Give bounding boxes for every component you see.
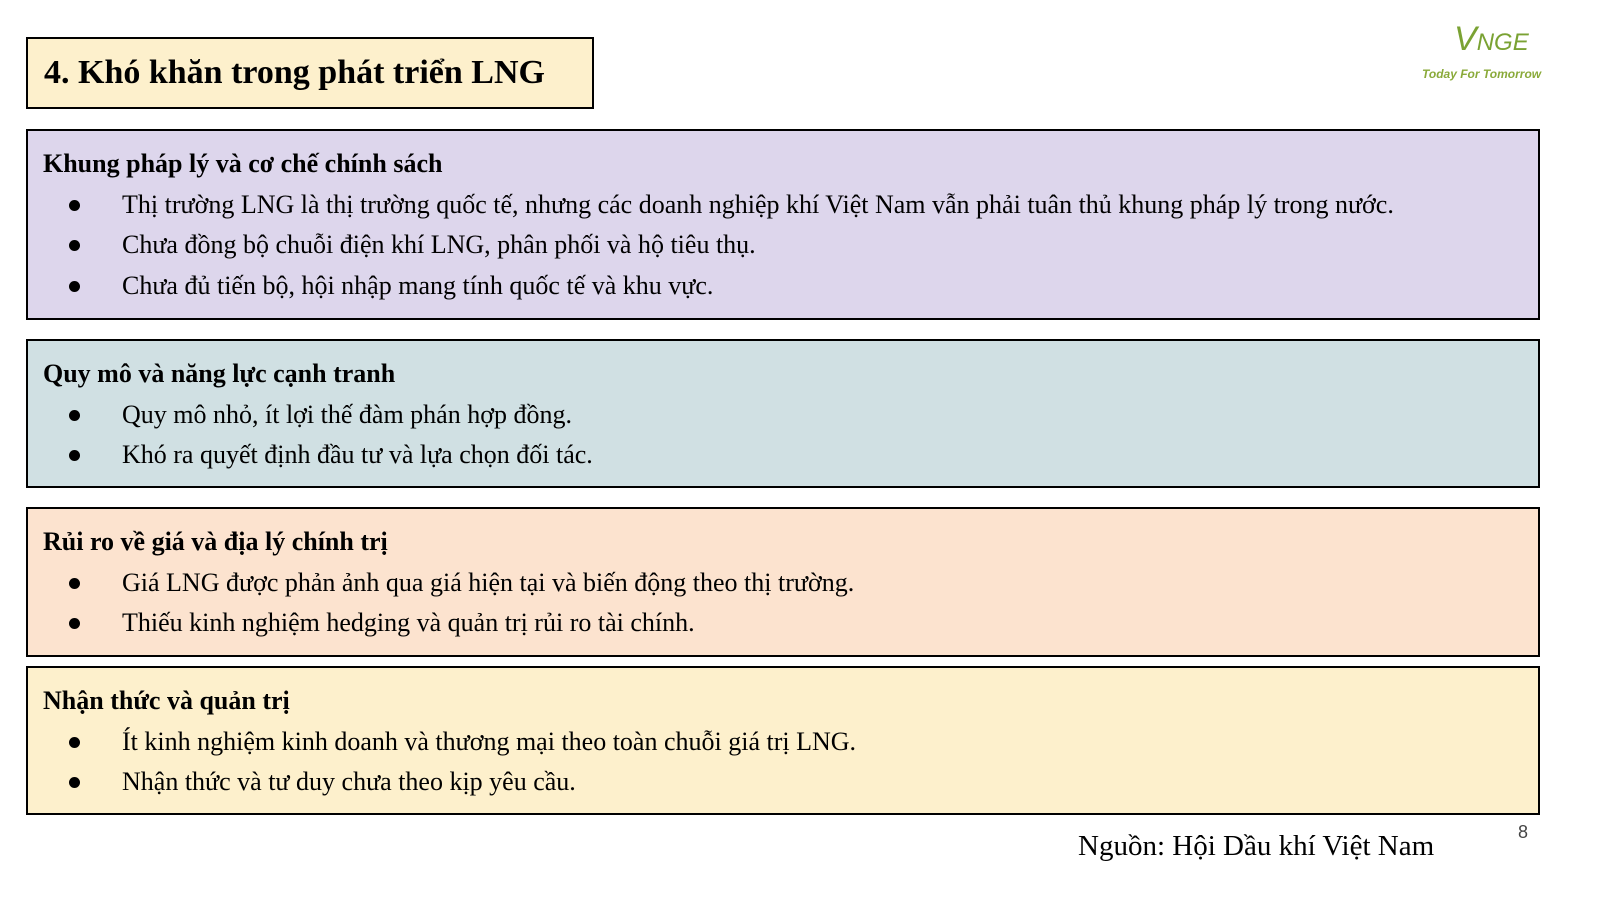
bullet-icon <box>69 281 80 292</box>
bullet-icon <box>69 240 80 251</box>
section-price-geopolitical-risk <box>26 507 1540 657</box>
title-box <box>26 37 594 109</box>
bullet-icon <box>69 737 80 748</box>
list-item: Nhận thức và tư duy chưa theo kịp yêu cầu. <box>43 767 1538 797</box>
source-citation: Nguồn: Hội Dầu khí Việt Nam <box>1078 830 1435 862</box>
bullet-icon <box>69 200 80 211</box>
list-item: Thị trường LNG là thị trường quốc tế, nhưng các doanh nghiệp khí Việt Nam vẫn phải tuân thủ khung pháp lý trong nước. <box>43 190 1538 220</box>
section-awareness-governance <box>26 666 1540 815</box>
list-item: Chưa đủ tiến bộ, hội nhập mang tính quốc tế và khu vực. <box>43 271 1538 301</box>
logo-wordmark: VNGE <box>1454 20 1529 58</box>
bullet-icon <box>69 578 80 589</box>
section-heading: Nhận thức và quản trị <box>43 686 290 715</box>
list-item: Ít kinh nghiệm kinh doanh và thương mại theo toàn chuỗi giá trị LNG. <box>43 727 1538 757</box>
section-heading: Rủi ro về giá và địa lý chính trị <box>43 527 388 556</box>
section-heading: Quy mô và năng lực cạnh tranh <box>43 359 396 388</box>
bullet-icon <box>69 410 80 421</box>
page-number: 8 <box>1518 822 1529 842</box>
list-item: Quy mô nhỏ, ít lợi thế đàm phán hợp đồng. <box>43 400 1538 430</box>
section-heading: Khung pháp lý và cơ chế chính sách <box>43 149 443 178</box>
bullet-icon <box>69 618 80 629</box>
list-item: Giá LNG được phản ảnh qua giá hiện tại và biến động theo thị trường. <box>43 568 1538 598</box>
list-item: Khó ra quyết định đầu tư và lựa chọn đối tác. <box>43 440 1538 470</box>
bullet-icon <box>69 777 80 788</box>
bullet-icon <box>69 450 80 461</box>
list-item: Chưa đồng bộ chuỗi điện khí LNG, phân phối và hộ tiêu thụ. <box>43 230 1538 260</box>
page-title: 4. Khó khăn trong phát triển LNG <box>44 54 545 91</box>
list-item: Thiếu kinh nghiệm hedging và quản trị rủi ro tài chính. <box>43 608 1538 638</box>
vnge-logo <box>1420 18 1560 88</box>
section-scale-competitiveness <box>26 339 1540 488</box>
section-legal-framework <box>26 129 1540 320</box>
logo-tagline: Today For Tomorrow <box>1422 67 1542 81</box>
